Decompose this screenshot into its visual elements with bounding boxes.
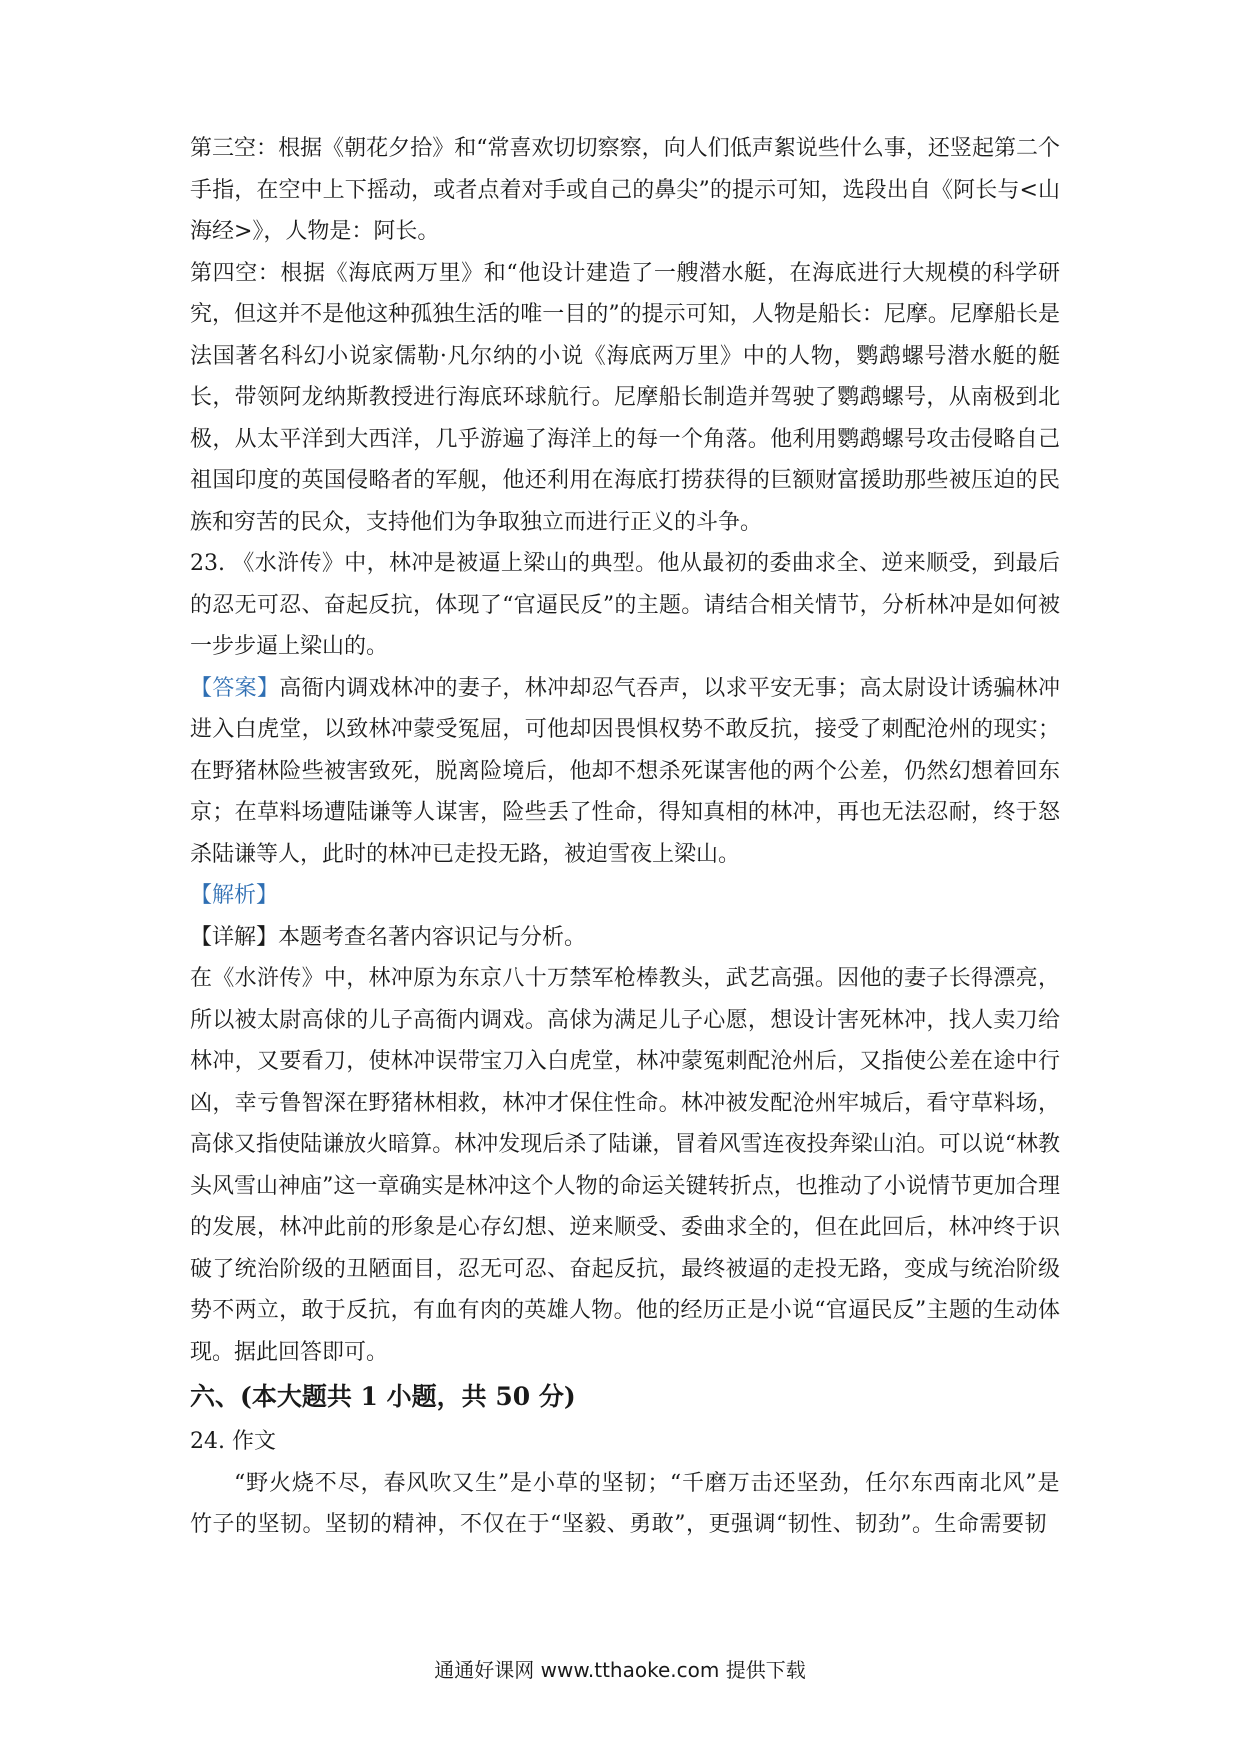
- answer-text: 高衙内调戏林冲的妻子，林冲却忍气吞声，以求平安无事；高太尉设计诱骗林冲进入白虎堂，以致林冲蒙受冤屈，可他却因畏惧权势不敢反抗，接受了刺配沧州的现实；在野猪林险些被害致死，脱离险境后，他却不想杀死谋害他的两个公差，仍然幻想着回东京；在草料场遭陆谦等人谋害，险些丢了性命，得知真相的林冲，再也无法忍耐，终于怒杀陆谦等人，此时的林冲已走投无路，被迫雪夜上梁山。: [190, 675, 1060, 867]
- question-24: 24. 作文: [190, 1429, 276, 1454]
- answer-tag: 【答案】: [190, 675, 280, 701]
- question-23: 23. 《水浒传》中，林冲是被逼上梁山的典型。他从最初的委曲求全、逆来顺受，到最后的忍无可忍、奋起反抗，体现了“官逼民反”的主题。请结合相关情节，分析林冲是如何被一步步逼上梁山的。: [190, 551, 1060, 659]
- page-footer: 通通好课网 www.tthaoke.com 提供下载: [434, 1658, 806, 1682]
- section-six-heading: 六、(本大题共 1 小题，共 50 分): [190, 1382, 576, 1411]
- question-24-prompt: “野火烧不尽，春风吹又生”是小草的坚韧；“千磨万击还坚劲，任尔东西南北风”是竹子的坚韧。坚韧的精神，不仅在于“坚毅、勇敢”，更强调“韧性、韧劲”。生命需要韧: [190, 1470, 1060, 1537]
- paragraph-third-blank: 第三空：根据《朝花夕拾》和“常喜欢切切察察，向人们低声絮说些什么事，还竖起第二个手指，在空中上下摇动，或者点着对手或自己的鼻尖”的提示可知，选段出自《阿长与<山海经>》，人物是：阿长。: [190, 136, 1061, 244]
- answer-paragraph: [190, 668, 1060, 876]
- detail-heading: 【详解】本题考查名著内容识记与分析。: [190, 924, 587, 950]
- detail-body: 在《水浒传》中，林冲原为东京八十万禁军枪棒教头，武艺高强。因他的妻子长得漂亮，所以被太尉高俅的儿子高衙内调戏。高俅为满足儿子心愿，想设计害死林冲，找人卖刀给林冲，又要看刀，使林冲误带宝刀入白虎堂，林冲蒙冤刺配沧州后，又指使公差在途中行凶，幸亏鲁智深在野猪林相救，林冲才保住性命。林冲被发配沧州牢城后，看守草料场，高俅又指使陆谦放火暗算。林冲发现后杀了陆谦，冒着风雪连夜投奔梁山泊。可以说“林教头风雪山神庙”这一章确实是林冲这个人物的命运关键转折点，也推动了小说情节更加合理的发展，林冲此前的形象是心存幻想、逆来顺受、委曲求全的，但在此回后，林冲终于识破了统治阶级的丑陋面目，忍无可忍、奋起反抗，最终被逼的走投无路，变成与统治阶级势不两立，敢于反抗，有血有肉的英雄人物。他的经历正是小说“官逼民反”主题的生动体现。据此回答即可。: [190, 966, 1060, 1365]
- analysis-tag: 【解析】: [190, 883, 279, 908]
- body-text: [190, 128, 1060, 1546]
- paragraph-fourth-blank: 第四空：根据《海底两万里》和“他设计建造了一艘潜水艇，在海底进行大规模的科学研究，但这并不是他这种孤独生活的唯一目的”的提示可知，人物是船长：尼摩。尼摩船长是法国著名科幻小说家儒勒·凡尔纳的小说《海底两万里》中的人物，鹦鹉螺号潜水艇的艇长，带领阿龙纳斯教授进行海底环球航行。尼摩船长制造并驾驶了鹦鹉螺号，从南极到北极，从太平洋到大西洋，几乎游遍了海洋上的每一个角落。他利用鹦鹉螺号攻击侵略自己祖国印度的英国侵略者的军舰，他还利用在海底打捞获得的巨额财富援助那些被压迫的民族和穷苦的民众，支持他们为争取独立而进行正义的斗争。: [190, 260, 1060, 535]
